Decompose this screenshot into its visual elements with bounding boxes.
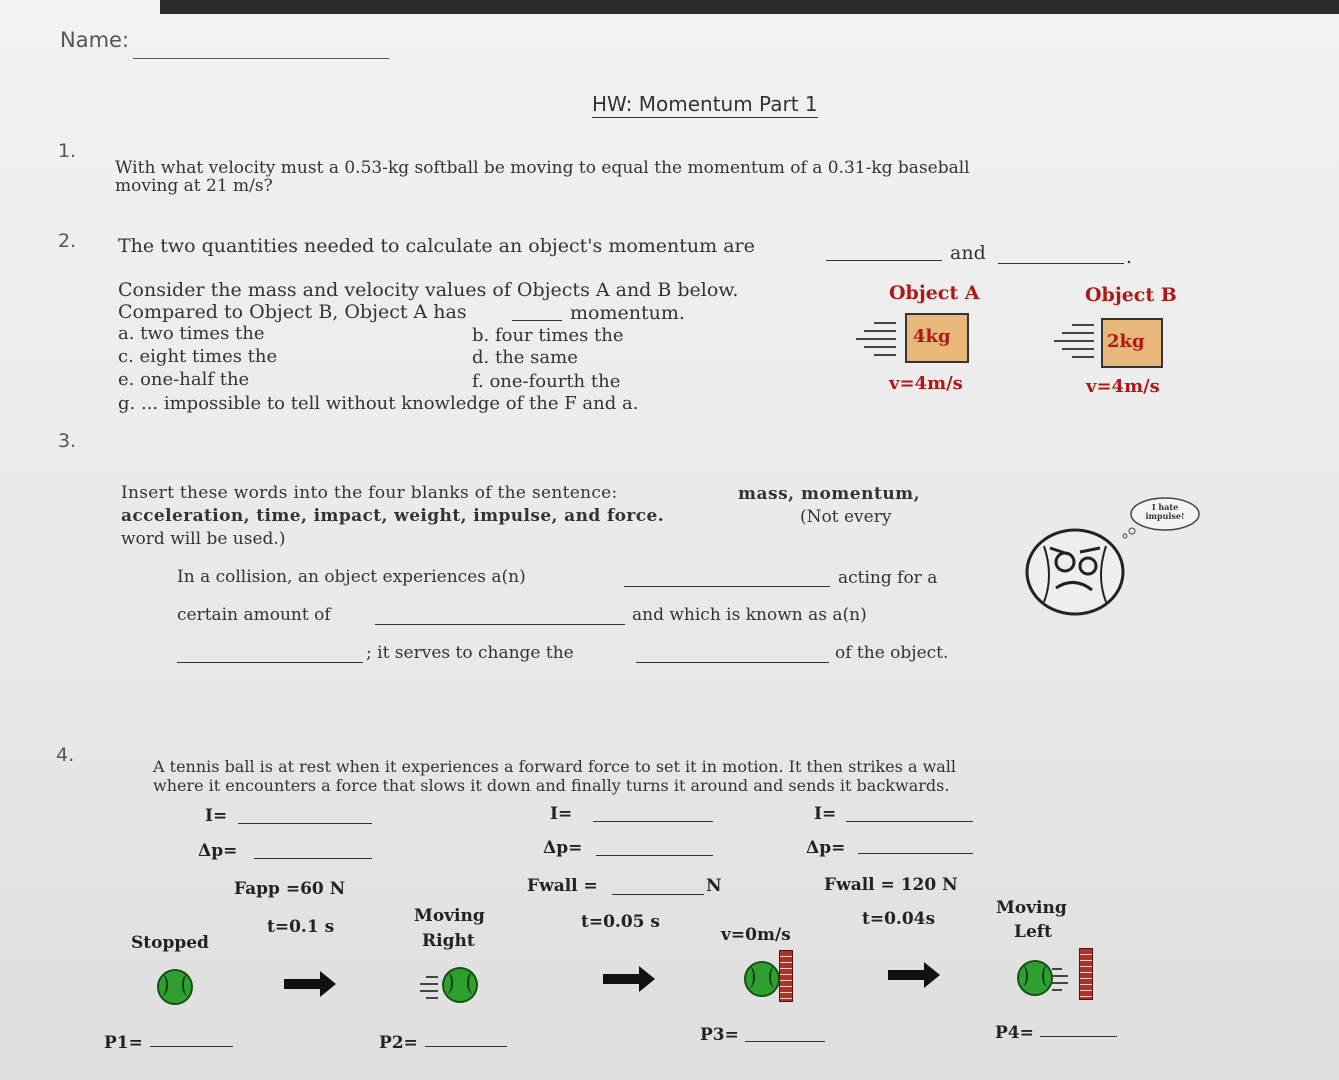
object-b-label: Object B [1085,284,1177,306]
q3-blank-1[interactable] [624,586,830,587]
q3-sentence-2b: and which is known as a(n) [632,605,867,625]
velocity-zero-label: v=0m/s [721,925,791,945]
p1-label: P1= [104,1033,143,1053]
delta-p-3-label: Δp= [806,838,846,858]
top-edge-bar [160,0,1339,14]
option-b[interactable]: b. four times the [472,325,624,346]
fapp-label: Fapp =60 N [234,879,346,899]
impulse-1-label: I= [205,806,228,826]
q2-consider-line2b: momentum. [570,302,685,324]
name-blank[interactable] [133,58,389,59]
option-g[interactable]: g. ... impossible to tell without knowledge of the F and a. [118,393,639,414]
fwall-2-label: Fwall = 120 N [824,875,958,895]
moving-left-label-2: Left [1014,922,1052,942]
right-arrow-icon-2 [603,974,641,984]
q3-sentence-3a: ; it serves to change the [366,643,574,663]
option-d[interactable]: d. the same [472,347,578,368]
fwall-1-unit: N [706,876,722,896]
q4-text-line1: A tennis ball is at rest when it experiences a forward force to set it in motion. It then strikes a wall [153,757,957,776]
object-a-label: Object A [889,282,980,304]
p3-label: P3= [700,1025,739,1045]
fwall-blank[interactable] [612,894,704,895]
object-a-velocity: v=4m/s [889,373,963,394]
delta-p-3-blank[interactable] [858,853,973,854]
q2-consider-line2a: Compared to Object B, Object A has [118,301,467,323]
option-a[interactable]: a. two times the [118,323,265,344]
delta-p-2-label: Δp= [543,838,583,858]
time-2-label: t=0.05 s [581,912,660,932]
q3-blank-2[interactable] [375,624,625,625]
q3-instr-line1a: Insert these words into the four blanks of the sentence: [121,483,618,503]
q2-text: The two quantities needed to calculate an object's momentum are [118,235,755,257]
p4-label: P4= [995,1023,1034,1043]
right-arrow-icon-3 [888,970,926,980]
option-e[interactable]: e. one-half the [118,369,250,390]
q2-blank-3[interactable] [512,320,562,321]
p1-blank[interactable] [150,1046,233,1047]
p4-blank[interactable] [1040,1036,1117,1037]
time-3-label: t=0.04s [862,909,936,929]
moving-right-label-2: Right [422,931,475,951]
stopped-label: Stopped [131,933,209,953]
object-b-motion-lines-icon [1050,320,1100,360]
q3-instr-line2b: (Not every [800,507,892,527]
impulse-3-label: I= [814,804,837,824]
object-b-velocity: v=4m/s [1086,376,1160,397]
q3-number: 3. [58,430,77,452]
moving-right-label-1: Moving [414,906,485,926]
delta-p-1-label: Δp= [198,841,238,861]
page-title: HW: Momentum Part 1 [592,92,818,116]
q2-number: 2. [58,230,77,252]
q1-number: 1. [58,140,77,162]
q2-blank-2[interactable] [998,263,1124,264]
object-a-mass: 4kg [913,326,951,347]
object-a-motion-lines-icon [852,318,902,358]
q3-blank-4[interactable] [636,662,829,663]
q1-text-line1: With what velocity must a 0.53-kg softball be moving to equal the momentum of a 0.31-kg baseball [115,158,970,178]
fwall-1-label: Fwall = [527,876,598,896]
q2-blank-1[interactable] [826,260,942,261]
thought-bubble-text: I hate impulse! [1145,502,1185,521]
option-f[interactable]: f. one-fourth the [472,371,621,392]
wall-2-icon [1079,948,1093,1000]
q4-text-line2: where it encounters a force that slows it down and finally turns it around and sends it backwards. [153,776,950,795]
tennis-ball-at-wall-icon [744,961,780,997]
impulse-1-blank[interactable] [238,823,372,824]
q3-instr-line2a: acceleration, time, impact, weight, impulse, and force. [121,506,665,526]
object-b-mass: 2kg [1107,331,1145,352]
tennis-ball-moving-left-icon [1017,960,1053,996]
q3-sentence-3b: of the object. [835,643,949,663]
q2-period: . [1126,246,1133,268]
p2-blank[interactable] [425,1046,507,1047]
wall-1-icon [779,950,793,1002]
impulse-2-blank[interactable] [593,821,713,822]
name-label: Name: [60,28,130,52]
q3-sentence-2a: certain amount of [177,605,331,625]
impulse-2-label: I= [550,804,573,824]
p2-label: P2= [379,1033,418,1053]
tennis-ball-stopped-icon [157,969,193,1005]
q3-instr-line3: word will be used.) [121,529,286,549]
q2-consider-line1: Consider the mass and velocity values of Objects A and B below. [118,279,739,301]
q4-number: 4. [56,744,75,766]
right-arrow-icon-1 [284,979,322,989]
time-1-label: t=0.1 s [267,917,335,937]
impulse-3-blank[interactable] [846,821,973,822]
tennis-ball-moving-right-icon [442,967,478,1003]
moving-left-label-1: Moving [996,898,1067,918]
q3-blank-3[interactable] [177,662,363,663]
q2-and: and [950,242,986,264]
motion-lines-left-icon [1052,962,1072,992]
q3-sentence-1b: acting for a [838,568,938,588]
option-c[interactable]: c. eight times the [118,346,278,367]
q3-sentence-1a: In a collision, an object experiences a(n) [177,567,526,587]
delta-p-2-blank[interactable] [596,855,713,856]
p3-blank[interactable] [745,1041,825,1042]
q1-text-line2: moving at 21 m/s? [115,176,273,196]
motion-lines-right-icon [418,970,440,1002]
q3-instr-line1b: mass, momentum, [738,484,921,504]
delta-p-1-blank[interactable] [254,858,372,859]
